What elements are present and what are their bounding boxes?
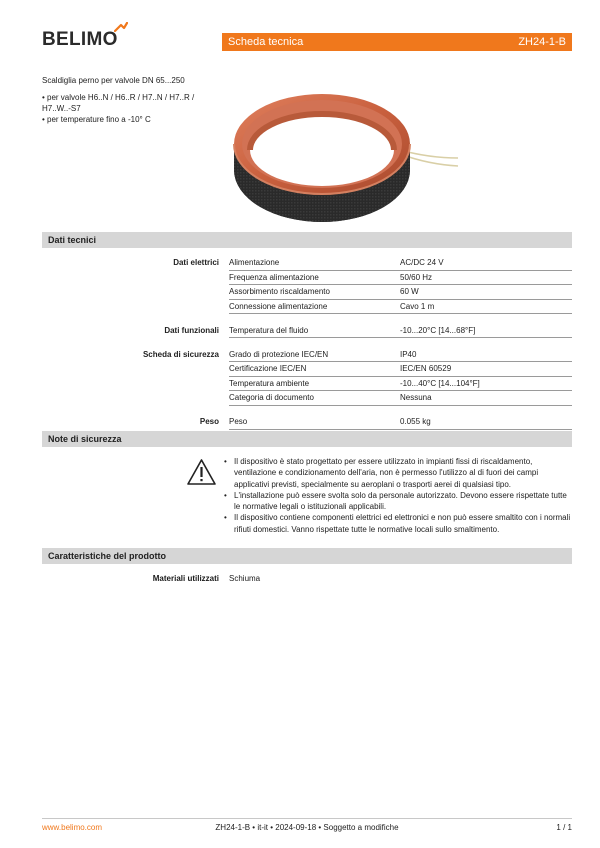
belimo-logo <box>42 22 118 50</box>
feature-value: Schiuma <box>229 574 261 583</box>
logo-arrow-icon <box>114 22 128 32</box>
table-row <box>229 285 572 300</box>
intro-bullet: • per valvole H6..N / H6..R / H7..N / H7..R / H7..W..-S7 <box>42 93 195 113</box>
value: 50/60 Hz <box>400 272 433 282</box>
footer <box>42 822 572 834</box>
group-label: Dati elettrici <box>173 258 219 267</box>
table-row <box>229 300 572 315</box>
group-peso <box>42 415 572 430</box>
param: Peso <box>229 417 248 426</box>
table-row <box>229 362 572 377</box>
section-dati-tecnici <box>42 232 572 248</box>
safety-note: • Il dispositivo è stato progettato per essere utilizzato in impianti fissi di riscaldamento, ventilazione e condizionamento dell'aria, non è permesso l'utilizzo al di fuori dei campi applicativi previsti, specialmente su aeroplani o trasporti aerei di qualsiasi tipo. <box>224 456 574 490</box>
product-title: Scaldiglia perno per valvole DN 65...250 <box>42 76 185 85</box>
table-row <box>229 324 572 339</box>
value: Nessuna <box>400 393 432 402</box>
param: Temperatura ambiente <box>229 378 310 388</box>
product-intro <box>42 75 217 125</box>
footer-divider <box>42 818 572 819</box>
value: IP40 <box>400 349 417 359</box>
table-row <box>229 391 572 406</box>
safety-note: • Il dispositivo contiene componenti elettrici ed elettronici e non può essere smaltito con i normali rifiuti domestici. Vanno rispettate tutte le normative locali sullo smaltimento. <box>224 512 574 535</box>
value: Cavo 1 m <box>400 301 435 311</box>
tech-data-table <box>42 256 572 430</box>
value: -10...40°C [14...104°F] <box>400 378 480 388</box>
table-row <box>229 377 572 392</box>
group-dati-elettrici <box>42 256 572 314</box>
doc-type: Scheda tecnica <box>228 36 304 48</box>
value: -10...20°C [14...68°F] <box>400 325 476 335</box>
section-title: Note di sicurezza <box>48 434 122 444</box>
footer-doc-info: ZH24-1-B • it-it • 2024-09-18 • Soggetto a modifiche <box>215 823 399 832</box>
param: Connessione alimentazione <box>229 301 328 311</box>
group-label: Dati funzionali <box>164 325 219 335</box>
value: AC/DC 24 V <box>400 258 444 267</box>
product-code: ZH24-1-B <box>518 36 566 48</box>
group-label: Scheda di sicurezza <box>142 349 219 359</box>
logo-text: BELIMO <box>42 29 118 50</box>
param: Grado di protezione IEC/EN <box>229 349 329 359</box>
group-dati-funzionali <box>42 324 572 339</box>
feature-label: Materiali utilizzati <box>152 574 219 583</box>
group-scheda-sicurezza <box>42 348 572 406</box>
table-row <box>229 256 572 271</box>
value: 0.055 kg <box>400 417 431 426</box>
header-bar <box>222 33 572 51</box>
param: Categoria di documento <box>229 393 314 402</box>
table-row <box>229 415 572 430</box>
param: Frequenza alimentazione <box>229 272 319 282</box>
table-row <box>229 271 572 286</box>
warning-triangle-icon <box>186 458 217 486</box>
group-label: Peso <box>199 417 219 426</box>
section-note-sicurezza <box>42 431 572 447</box>
section-caratteristiche <box>42 548 572 564</box>
section-title: Caratteristiche del prodotto <box>48 551 167 561</box>
section-title: Dati tecnici <box>48 235 97 245</box>
value: 60 W <box>400 287 419 296</box>
product-image <box>222 70 462 230</box>
param: Certificazione IEC/EN <box>229 364 307 373</box>
safety-note: • L'installazione può essere svolta solo da personale autorizzato. Devono essere rispettate tutte le normative legali o istituzionali applicabili. <box>224 490 574 513</box>
footer-website-link[interactable]: www.belimo.com <box>42 823 103 832</box>
value: IEC/EN 60529 <box>400 364 452 373</box>
intro-bullet: • per temperature fino a -10° C <box>42 115 151 124</box>
param: Alimentazione <box>229 258 280 267</box>
table-row <box>229 348 572 363</box>
param: Temperatura del fluido <box>229 325 309 335</box>
param: Assorbimento riscaldamento <box>229 287 330 296</box>
footer-page-number: 1 / 1 <box>556 823 572 832</box>
